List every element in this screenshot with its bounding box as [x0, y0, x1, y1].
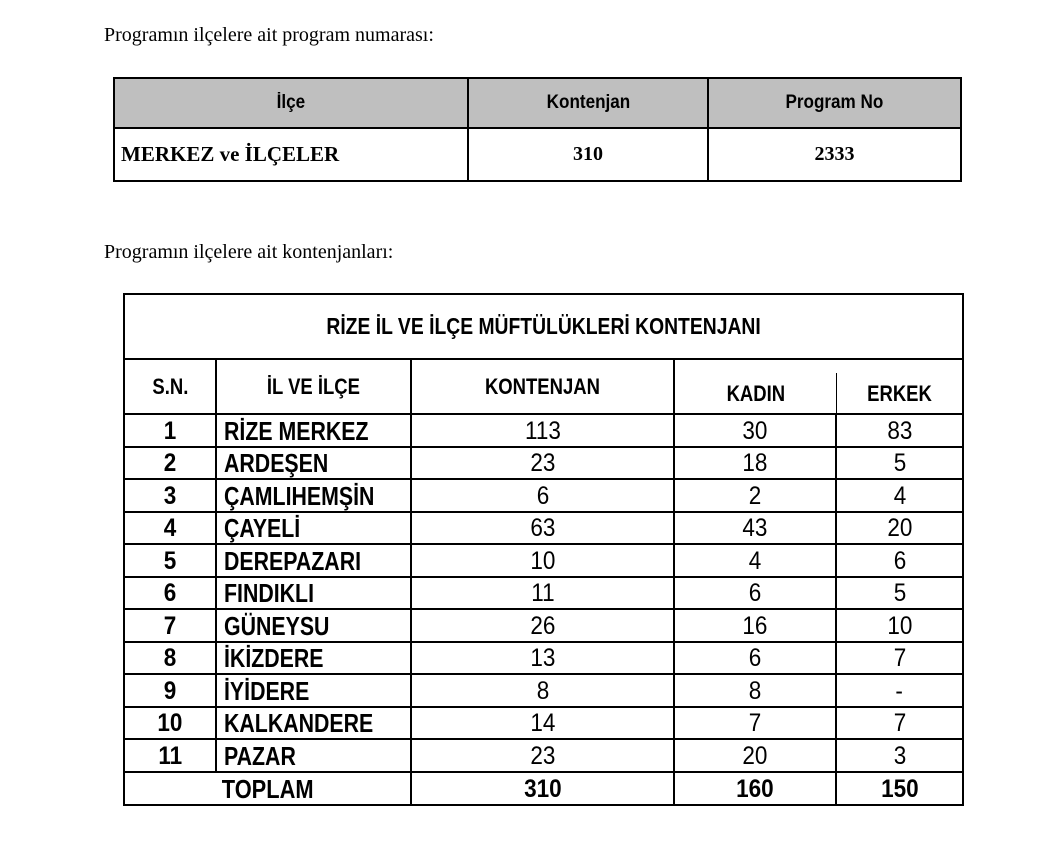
kadin-cell: 16 [674, 609, 836, 642]
kontenjan-cell: 23 [411, 447, 674, 480]
sn-cell: 7 [124, 609, 216, 642]
kontenjan-cell: 13 [411, 642, 674, 675]
table-row [124, 577, 963, 610]
district-cell: KALKANDERE [216, 707, 411, 740]
table-row [124, 739, 963, 772]
sn-cell: 8 [124, 642, 216, 675]
kadin-cell: 4 [674, 544, 836, 577]
district-cell: DEREPAZARI [216, 544, 411, 577]
erkek-cell: 5 [836, 447, 963, 480]
district-cell: GÜNEYSU [216, 609, 411, 642]
district-cell: MERKEZ ve İLÇELER [114, 128, 468, 181]
sn-cell: 4 [124, 512, 216, 545]
kontenjan-cell: 113 [411, 414, 674, 447]
column-header-sn: S.N. [124, 359, 216, 414]
kadin-cell: 30 [674, 414, 836, 447]
kadin-cell: 20 [674, 739, 836, 772]
kadin-cell: 8 [674, 674, 836, 707]
column-header-erkek: ERKEK [836, 359, 963, 414]
sn-cell: 3 [124, 479, 216, 512]
erkek-cell: 10 [836, 609, 963, 642]
intro-text-program-number: Programın ilçelere ait program numarası: [104, 24, 434, 46]
total-label-cell: TOPLAM [124, 772, 411, 805]
erkek-cell: 6 [836, 544, 963, 577]
erkek-cell: 4 [836, 479, 963, 512]
kadin-cell: 7 [674, 707, 836, 740]
erkek-cell: - [836, 674, 963, 707]
district-cell: ÇAYELİ [216, 512, 411, 545]
kontenjan-cell: 23 [411, 739, 674, 772]
table-row [124, 609, 963, 642]
program-table-header-row [114, 78, 961, 128]
table-row [124, 512, 963, 545]
table-row [124, 674, 963, 707]
district-cell: ÇAMLIHEMŞİN [216, 479, 411, 512]
kontenjan-cell: 8 [411, 674, 674, 707]
table-row [124, 414, 963, 447]
sn-cell: 9 [124, 674, 216, 707]
intro-text-quotas: Programın ilçelere ait kontenjanları: [104, 241, 394, 263]
district-cell: İKİZDERE [216, 642, 411, 675]
total-row [124, 772, 963, 805]
table-row [124, 447, 963, 480]
sn-cell: 11 [124, 739, 216, 772]
sn-cell: 5 [124, 544, 216, 577]
district-cell: ARDEŞEN [216, 447, 411, 480]
column-header-program-no: Program No [708, 78, 961, 128]
total-kadin-cell: 160 [674, 772, 836, 805]
kontenjan-cell: 63 [411, 512, 674, 545]
table-row [114, 128, 961, 181]
sn-cell: 10 [124, 707, 216, 740]
erkek-cell: 20 [836, 512, 963, 545]
quota-table-title-row [124, 294, 963, 359]
erkek-cell: 7 [836, 642, 963, 675]
kadin-cell: 6 [674, 642, 836, 675]
erkek-cell: 7 [836, 707, 963, 740]
district-cell: FINDIKLI [216, 577, 411, 610]
column-header-il-ve-ilce: İL VE İLÇE [216, 359, 411, 414]
district-cell: RİZE MERKEZ [216, 414, 411, 447]
erkek-cell: 3 [836, 739, 963, 772]
kadin-cell: 18 [674, 447, 836, 480]
total-kontenjan-cell: 310 [411, 772, 674, 805]
sn-cell: 6 [124, 577, 216, 610]
program-number-table [113, 77, 962, 182]
erkek-cell: 83 [836, 414, 963, 447]
quota-cell: 310 [468, 128, 708, 181]
table-row [124, 544, 963, 577]
kadin-cell: 43 [674, 512, 836, 545]
sn-cell: 1 [124, 414, 216, 447]
kontenjan-cell: 11 [411, 577, 674, 610]
quota-table [123, 293, 964, 806]
table-row [124, 642, 963, 675]
sn-cell: 2 [124, 447, 216, 480]
kontenjan-cell: 6 [411, 479, 674, 512]
program-no-cell: 2333 [708, 128, 961, 181]
kontenjan-cell: 10 [411, 544, 674, 577]
column-header-kadin: KADIN [674, 359, 836, 414]
total-erkek-cell: 150 [836, 772, 963, 805]
district-cell: PAZAR [216, 739, 411, 772]
column-header-ilce: İlçe [114, 78, 468, 128]
kontenjan-cell: 14 [411, 707, 674, 740]
quota-table-header-row [124, 359, 963, 414]
district-cell: İYİDERE [216, 674, 411, 707]
kadin-cell: 6 [674, 577, 836, 610]
column-header-kontenjan: KONTENJAN [411, 359, 674, 414]
table-row [124, 479, 963, 512]
erkek-cell: 5 [836, 577, 963, 610]
kadin-cell: 2 [674, 479, 836, 512]
table-row [124, 707, 963, 740]
kontenjan-cell: 26 [411, 609, 674, 642]
column-header-kontenjan: Kontenjan [468, 78, 708, 128]
quota-table-title: RİZE İL VE İLÇE MÜFTÜLÜKLERİ KONTENJANI [124, 294, 963, 359]
